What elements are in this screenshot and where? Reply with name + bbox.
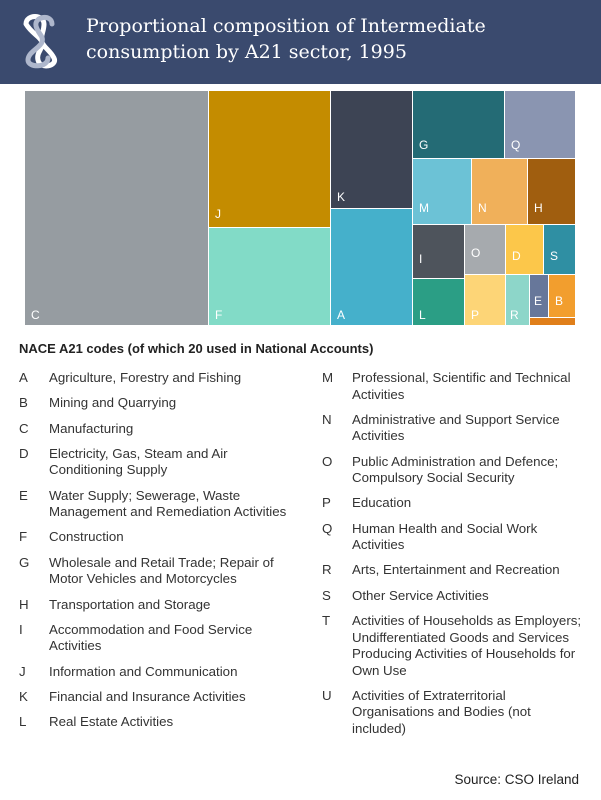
header-banner — [0, 0, 601, 84]
code-item-r — [322, 562, 584, 579]
code-letter: B — [19, 395, 28, 411]
cso-logo-icon — [16, 10, 68, 72]
code-letter: F — [19, 529, 28, 545]
treemap-tile-c — [25, 91, 208, 325]
code-item-d — [19, 446, 289, 479]
code-item-k — [19, 689, 289, 706]
code-description: Wholesale and Retail Trade; Repair of Motor Vehicles and Motorcycles — [49, 554, 274, 587]
treemap-tile-t — [530, 318, 575, 325]
code-item-b — [19, 395, 289, 412]
code-letter: I — [19, 621, 23, 637]
code-description: Accommodation and Food Service Activities — [49, 621, 253, 654]
treemap-label-o: O — [471, 246, 481, 260]
chart-title: Proportional composition of Intermediate consumption by A21 sector, 1995 — [86, 15, 486, 63]
code-item-n — [322, 412, 584, 445]
code-description: Activities of Extraterritorial Organisations and Bodies (not included) — [352, 687, 531, 736]
code-letter: T — [322, 613, 331, 629]
code-letter: J — [19, 663, 26, 679]
treemap-label-s: S — [550, 249, 559, 263]
code-letter: G — [19, 554, 30, 570]
treemap-label-e: E — [534, 294, 543, 308]
treemap-label-b: B — [555, 294, 564, 308]
code-letter: K — [19, 688, 28, 704]
code-item-c — [19, 421, 289, 438]
code-description: Information and Communication — [49, 663, 238, 679]
code-description: Public Administration and Defence; Compulsory Social Security — [352, 453, 559, 486]
code-description: Mining and Quarrying — [49, 395, 177, 411]
code-description: Manufacturing — [49, 420, 134, 436]
treemap-label-k: K — [337, 190, 346, 204]
code-letter: S — [322, 587, 331, 603]
code-letter: Q — [322, 520, 333, 536]
code-letter: D — [19, 445, 29, 461]
code-item-f — [19, 529, 289, 546]
code-description: Other Service Activities — [352, 587, 489, 603]
code-item-o — [322, 454, 584, 487]
code-item-g — [19, 555, 289, 588]
treemap-label-m: M — [419, 201, 429, 215]
code-item-e — [19, 488, 289, 521]
treemap-label-c: C — [31, 308, 40, 322]
code-letter: H — [19, 596, 29, 612]
code-item-u — [322, 688, 584, 738]
treemap-label-q: Q — [511, 138, 521, 152]
treemap-tile-j — [209, 91, 330, 227]
treemap-label-g: G — [419, 138, 429, 152]
code-description: Professional, Scientific and Technical Activities — [352, 370, 571, 402]
code-item-i — [19, 622, 289, 655]
code-letter: N — [322, 411, 332, 427]
treemap-tile-f — [209, 228, 330, 325]
treemap-label-f: F — [215, 308, 223, 322]
treemap-label-j: J — [215, 207, 221, 221]
code-item-s — [322, 588, 584, 605]
code-description: Human Health and Social Work Activities — [352, 520, 538, 553]
treemap-tile-s — [544, 225, 575, 274]
code-letter: L — [19, 714, 27, 730]
treemap-chart — [25, 91, 575, 325]
treemap-label-r: R — [510, 308, 519, 322]
code-letter: M — [322, 370, 334, 385]
treemap-label-l: L — [419, 308, 426, 322]
code-item-a — [19, 370, 289, 387]
treemap-label-p: P — [471, 308, 480, 322]
code-description: Transportation and Storage — [49, 596, 211, 612]
code-item-p — [322, 495, 584, 512]
code-description: Financial and Insurance Activities — [49, 688, 246, 704]
code-item-q — [322, 521, 584, 554]
code-letter: C — [19, 420, 29, 436]
code-item-j — [19, 664, 289, 681]
code-letter: R — [322, 562, 332, 578]
code-letter: A — [19, 370, 28, 385]
codes-list-left — [19, 370, 289, 740]
code-letter: E — [19, 487, 28, 503]
codes-list-right — [322, 370, 584, 746]
code-description: Real Estate Activities — [49, 714, 174, 730]
code-item-t — [322, 613, 584, 679]
code-letter: O — [322, 453, 333, 469]
code-letter: P — [322, 495, 331, 511]
code-description: Education — [352, 495, 412, 511]
code-item-m — [322, 370, 584, 403]
code-description: Arts, Entertainment and Recreation — [352, 562, 560, 578]
code-letter: U — [322, 687, 332, 703]
codes-legend-title: NACE A21 codes (of which 20 used in National Accounts) — [19, 341, 374, 356]
code-description: Agriculture, Forestry and Fishing — [49, 370, 242, 385]
code-description: Activities of Households as Employers; Undifferentiated Goods and Services Producing Activities of Households for Own Use — [352, 613, 582, 678]
treemap-label-n: N — [478, 201, 487, 215]
treemap-label-h: H — [534, 201, 543, 215]
source-note: Source: CSO Ireland — [454, 772, 579, 787]
treemap-label-a: A — [337, 308, 346, 322]
code-description: Water Supply; Sewerage, Waste Management and Remediation Activities — [49, 487, 287, 520]
treemap-label-d: D — [512, 249, 521, 263]
code-description: Administrative and Support Service Activities — [352, 411, 560, 444]
code-description: Construction — [49, 529, 124, 545]
code-item-l — [19, 714, 289, 731]
treemap-label-i: I — [419, 252, 423, 266]
code-description: Electricity, Gas, Steam and Air Conditioning Supply — [49, 445, 228, 478]
code-item-h — [19, 597, 289, 614]
